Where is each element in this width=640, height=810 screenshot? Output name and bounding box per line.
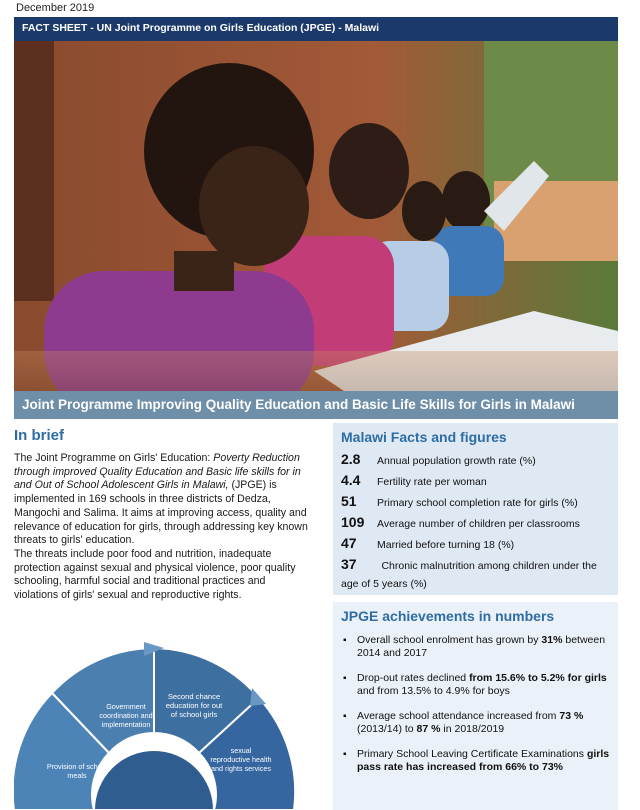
fact-number: 2.8 [341, 451, 361, 467]
achievement-highlight: 31% [541, 634, 563, 646]
fact-label: Chronic malnutrition among children under the age of 5 years (%) [341, 560, 597, 590]
fact-sheet-header: FACT SHEET - UN Joint Programme on Girls Education (JPGE) - Malawi [14, 17, 618, 41]
fact-label: Annual population growth rate (%) [377, 455, 536, 467]
achievements-box [333, 602, 618, 810]
programme-cycle-diagram [14, 638, 314, 810]
achievement-highlight: 73 % [559, 710, 584, 722]
in-brief-title: In brief [14, 427, 65, 444]
in-brief-text [14, 452, 310, 603]
achievement-text: and from 13.5% to 4.9% for boys [357, 685, 510, 697]
programme-banner: Joint Programme Improving Quality Education and Basic Life Skills for Girls in Malawi [14, 391, 618, 419]
achievement-item [341, 672, 610, 698]
hero-photo [14, 41, 618, 391]
achievement-text: Drop-out rates declined [357, 672, 470, 684]
brief-p2: The threats include poor food and nutrition, inadequate protection against sexual and physical violence, poor quality schooling, harmful social and traditional practices and violations of girls' sexual and reproductive rights. [14, 547, 296, 602]
achievement-text: Primary School Leaving Certificate Examinations [357, 748, 587, 760]
fact-number: 51 [341, 493, 357, 509]
fact-number: 37 [341, 556, 357, 572]
achievement-text: in 2018/2019 [440, 723, 505, 735]
achievement-item [341, 710, 610, 736]
fact-row [341, 556, 610, 592]
segment-label: sexual reproductive health and rights services [210, 746, 272, 773]
achievements-list [341, 634, 610, 774]
achievement-highlight: girls pass rate has increased from 66% to 73% [357, 748, 610, 773]
facts-title: Malawi Facts and figures [341, 429, 507, 445]
brief-p1-b: (JPGE) is implemented in 169 schools in three districts of Dedza, Mangochi and Salima. It aims at improving access, quality and relevance of education for girls, through addressing key known threats to girls' education. [14, 479, 308, 547]
achievement-text: (2013/14) to [357, 723, 417, 735]
achievement-text: Overall school enrolment has grown by [357, 634, 542, 646]
segment-label: Provision of school meals [46, 762, 108, 780]
achievement-text: Average school attendance increased from [357, 710, 560, 722]
fact-label: Primary school completion rate for girls (%) [377, 497, 578, 509]
achievement-text: between 2014 and 2017 [357, 634, 606, 659]
fact-row [341, 451, 610, 468]
brief-p1-italic: Poverty Reduction through improved Quality Education and Basic life skills for in and Out of School Adolescent Girls in Malawi, [14, 452, 301, 492]
document-date: December 2019 [16, 2, 95, 14]
fact-row [341, 493, 610, 510]
fact-row [341, 514, 610, 531]
cycle-segment [94, 750, 214, 810]
brief-p1-a: The Joint Programme on Girls' Education: [14, 452, 214, 464]
fact-row [341, 472, 610, 489]
facts-box [333, 423, 618, 595]
fact-number: 47 [341, 535, 357, 551]
fact-label: Married before turning 18 (%) [377, 539, 515, 551]
achievement-highlight: 87 % [416, 723, 441, 735]
achievement-highlight: from 15.6% to 5.2% for girls [469, 672, 607, 684]
fact-label: Fertility rate per woman [377, 476, 487, 488]
fact-number: 4.4 [341, 472, 361, 488]
cycle-arrow-icon [250, 688, 266, 706]
achievements-title: JPGE achievements in numbers [341, 608, 555, 624]
segment-label: Government coordination and implementation [99, 702, 153, 729]
segment-label: Second chance education for out of school girls [165, 692, 223, 719]
fact-number: 109 [341, 514, 365, 530]
fact-label: Average number of children per classrooms [377, 518, 580, 530]
fact-row [341, 535, 610, 552]
achievement-item [341, 748, 610, 774]
achievement-item [341, 634, 610, 660]
